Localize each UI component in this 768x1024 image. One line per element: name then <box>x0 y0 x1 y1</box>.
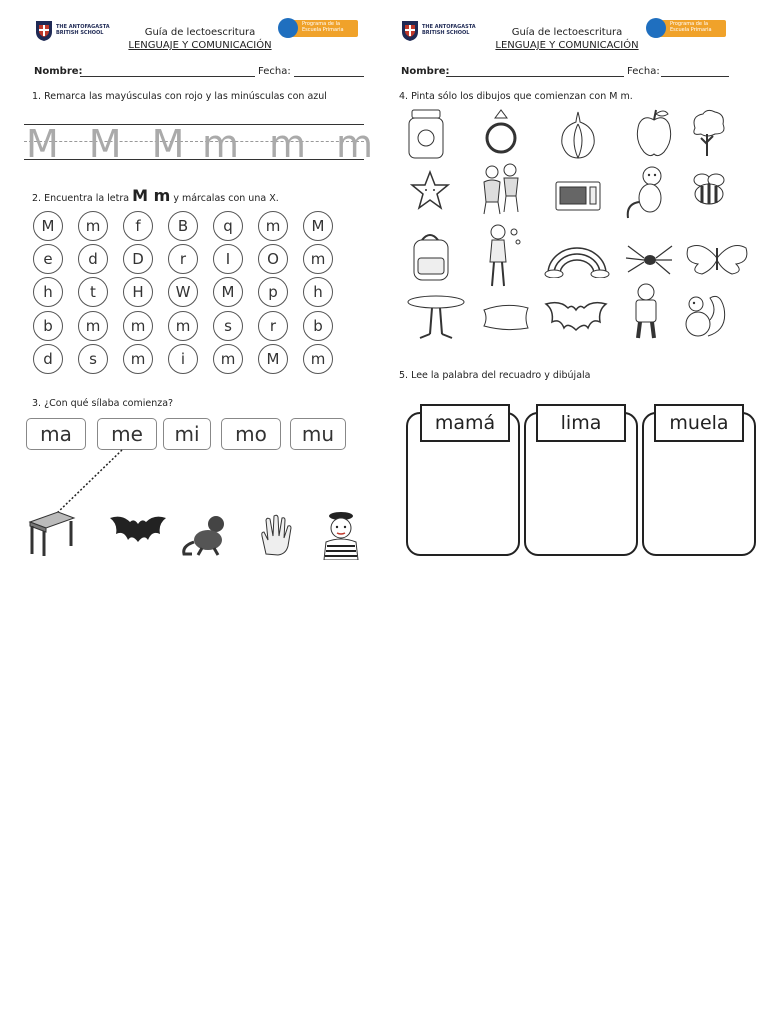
trace-uppercase-m[interactable]: MMM <box>26 122 215 166</box>
letter-circle[interactable]: d <box>33 344 63 374</box>
bat-icon[interactable] <box>108 510 168 555</box>
letter-circle[interactable]: I <box>213 244 243 274</box>
ib-logo-icon <box>278 18 298 38</box>
worksheet-title: Guía de lectoescritura <box>511 27 623 38</box>
ring-icon[interactable] <box>484 108 518 158</box>
letter-circle[interactable]: m <box>78 211 108 241</box>
ib-logo-line-1: Programa de la <box>302 21 341 27</box>
letter-circle[interactable]: H <box>123 277 153 307</box>
letter-circle[interactable]: B <box>168 211 198 241</box>
bat-icon[interactable] <box>544 296 608 336</box>
backpack-icon[interactable] <box>408 230 454 282</box>
letter-circle[interactable]: i <box>168 344 198 374</box>
question-5: 5. Lee la palabra del recuadro y dibújala <box>399 370 591 381</box>
rainbow-icon[interactable] <box>544 244 610 278</box>
monkey-icon[interactable] <box>178 512 236 557</box>
school-crest-icon <box>35 20 53 42</box>
question-2-letters: M m <box>132 186 171 205</box>
letter-circle[interactable]: s <box>213 311 243 341</box>
word-card: mamá <box>420 404 510 442</box>
letter-circle[interactable]: m <box>258 211 288 241</box>
ib-logo-icon <box>646 18 666 38</box>
tree-icon[interactable] <box>689 108 727 158</box>
letter-circle[interactable]: D <box>123 244 153 274</box>
letter-circle[interactable]: b <box>303 311 333 341</box>
letter-circle[interactable]: M <box>33 211 63 241</box>
question-2 <box>32 186 279 205</box>
worksheet-subtitle: LENGUAJE Y COMUNICACIÓN <box>495 40 639 51</box>
letter-circle[interactable]: s <box>78 344 108 374</box>
letter-circle[interactable]: q <box>213 211 243 241</box>
pillow-icon[interactable] <box>480 302 532 332</box>
letter-circle[interactable]: M <box>303 211 333 241</box>
letter-circle[interactable]: W <box>168 277 198 307</box>
ib-logo-line-2: Escuela Primaria <box>302 27 344 33</box>
spider-icon[interactable] <box>624 240 674 280</box>
school-logo <box>401 20 481 42</box>
school-name-line-2: BRITISH SCHOOL <box>422 30 470 36</box>
letter-circle[interactable]: m <box>123 311 153 341</box>
letter-circle[interactable]: f <box>123 211 153 241</box>
word-card: lima <box>536 404 626 442</box>
jar-icon[interactable] <box>406 108 446 160</box>
worksheet-subtitle: LENGUAJE Y COMUNICACIÓN <box>128 40 272 51</box>
date-label: Fecha: <box>258 66 291 77</box>
name-field[interactable] <box>80 76 255 77</box>
table-icon[interactable] <box>24 508 76 558</box>
letter-circle[interactable]: m <box>78 311 108 341</box>
letter-circle[interactable]: O <box>258 244 288 274</box>
apple-icon[interactable] <box>634 108 674 160</box>
letter-circle[interactable]: p <box>258 277 288 307</box>
squirrel-icon[interactable] <box>680 290 728 340</box>
name-label: Nombre: <box>34 66 83 77</box>
letter-circle[interactable]: m <box>168 311 198 341</box>
name-field[interactable] <box>446 76 624 77</box>
school-logo <box>35 20 115 42</box>
ib-logo-line-2: Escuela Primaria <box>670 27 712 33</box>
question-4: 4. Pinta sólo los dibujos que comienzan con M m. <box>399 91 633 102</box>
letter-circle[interactable]: r <box>258 311 288 341</box>
ib-logo-line-1: Programa de la <box>670 21 709 27</box>
syllable-ma[interactable]: ma <box>26 418 86 450</box>
syllable-mu[interactable]: mu <box>290 418 346 450</box>
monkey-icon[interactable] <box>622 164 672 220</box>
letter-circle[interactable]: m <box>303 244 333 274</box>
letter-circle[interactable]: e <box>33 244 63 274</box>
question-2-suffix: y márcalas con una X. <box>173 193 279 204</box>
letter-circle[interactable]: t <box>78 277 108 307</box>
ib-pyp-logo <box>650 20 726 37</box>
worksheet-page-1 <box>0 0 404 580</box>
name-label: Nombre: <box>401 66 450 77</box>
letter-circle[interactable]: M <box>213 277 243 307</box>
onion-icon[interactable] <box>556 110 600 160</box>
letter-circle[interactable]: M <box>258 344 288 374</box>
child-bubbles-icon[interactable] <box>482 222 522 290</box>
question-1: 1. Remarca las mayúsculas con rojo y las minúsculas con azul <box>32 91 327 102</box>
letter-circle[interactable]: h <box>303 277 333 307</box>
worksheet-title: Guía de lectoescritura <box>144 27 256 38</box>
letter-circle[interactable]: b <box>33 311 63 341</box>
microwave-icon[interactable] <box>554 180 602 212</box>
school-crest-icon <box>401 20 419 42</box>
letter-circle[interactable]: m <box>303 344 333 374</box>
syllable-me[interactable]: me <box>97 418 157 450</box>
hand-icon[interactable] <box>256 514 296 556</box>
bee-icon[interactable] <box>688 172 730 208</box>
question-2-prefix: 2. Encuentra la letra <box>32 193 130 204</box>
star-icon[interactable] <box>410 170 450 212</box>
school-name-line-2: BRITISH SCHOOL <box>56 30 104 36</box>
letter-circle[interactable]: m <box>213 344 243 374</box>
trace-lowercase-m[interactable]: mmm <box>202 122 404 166</box>
mime-icon[interactable] <box>318 510 364 560</box>
letter-circle[interactable]: h <box>33 277 63 307</box>
ib-pyp-logo <box>282 20 358 37</box>
letter-circle[interactable]: d <box>78 244 108 274</box>
syllable-mo[interactable]: mo <box>221 418 281 450</box>
date-label: Fecha: <box>627 66 660 77</box>
syllable-mi[interactable]: mi <box>163 418 211 450</box>
astronaut-icon[interactable] <box>628 282 664 342</box>
round-table-icon[interactable] <box>406 294 466 340</box>
letter-circle[interactable]: m <box>123 344 153 374</box>
butterfly-icon[interactable] <box>684 240 750 276</box>
date-field[interactable] <box>294 76 364 77</box>
letter-circle[interactable]: r <box>168 244 198 274</box>
date-field[interactable] <box>661 76 729 77</box>
mother-child-icon[interactable] <box>476 162 526 216</box>
school-name-line-1: THE ANTOFAGASTA <box>56 24 110 30</box>
word-card: muela <box>654 404 744 442</box>
school-name-line-1: THE ANTOFAGASTA <box>422 24 476 30</box>
question-3: 3. ¿Con qué sílaba comienza? <box>32 398 174 409</box>
worksheet-page-2 <box>384 0 768 580</box>
